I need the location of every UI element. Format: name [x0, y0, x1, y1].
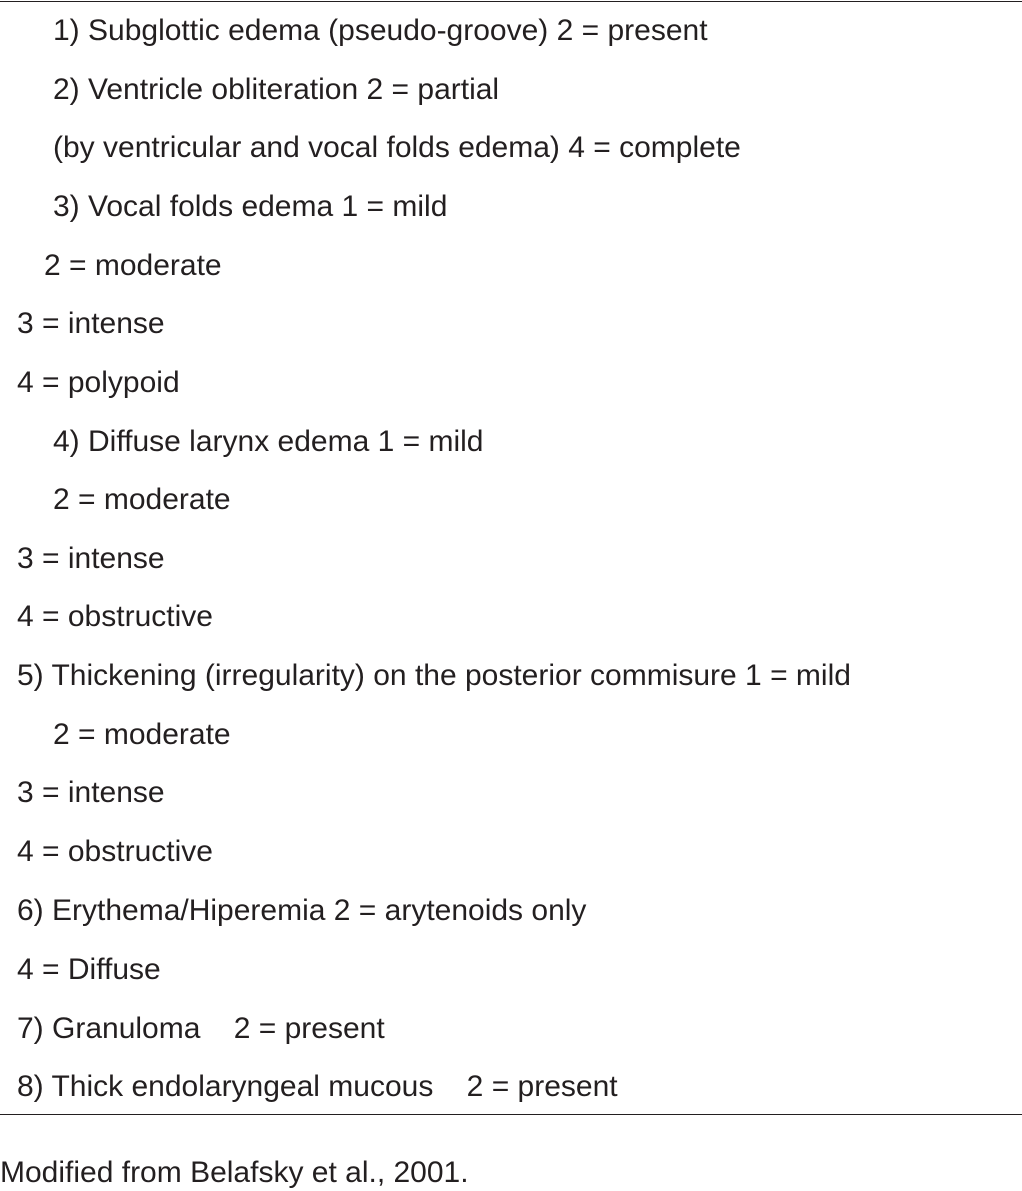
table-row: 3 = intense: [17, 307, 165, 340]
table-row: 2 = moderate: [44, 249, 222, 282]
table-row: 4 = Diffuse: [17, 953, 161, 986]
table-row: 4 = obstructive: [17, 600, 213, 633]
table-top-rule: [0, 1, 1022, 2]
table-row: 1) Subglottic edema (pseudo-groove) 2 = present: [53, 14, 708, 47]
table-row: (by ventricular and vocal folds edema) 4 = complete: [53, 131, 741, 164]
table-row: 2 = moderate: [53, 483, 231, 516]
table-row: 4 = obstructive: [17, 835, 213, 868]
table-row: 4 = polypoid: [17, 366, 180, 399]
table-row: 6) Erythema/Hiperemia 2 = arytenoids only: [17, 894, 587, 927]
table-row: 2) Ventricle obliteration 2 = partial: [53, 73, 500, 106]
table-row: 5) Thickening (irregularity) on the posterior commisure 1 = mild: [17, 659, 851, 692]
table-row: 2 = moderate: [53, 718, 231, 751]
table-row: 8) Thick endolaryngeal mucous 2 = present: [17, 1070, 618, 1103]
source-footnote: Modified from Belafsky et al., 2001.: [0, 1156, 469, 1189]
table-row: 4) Diffuse larynx edema 1 = mild: [53, 425, 484, 458]
table-bottom-rule: [0, 1114, 1022, 1115]
table-row: 7) Granuloma 2 = present: [17, 1012, 385, 1045]
table-row: 3 = intense: [17, 776, 165, 809]
table-row: 3 = intense: [17, 542, 165, 575]
table-row: 3) Vocal folds edema 1 = mild: [53, 190, 448, 223]
